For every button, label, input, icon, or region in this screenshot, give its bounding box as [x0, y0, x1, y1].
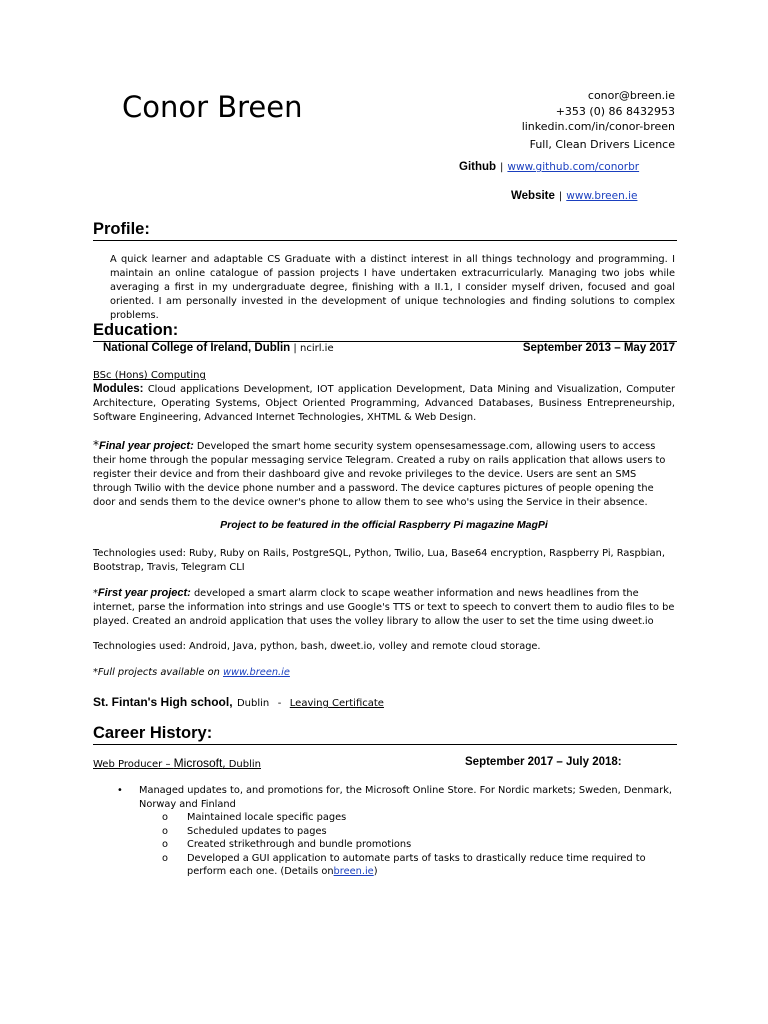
full-projects-note [93, 666, 675, 680]
school-name: St. Fintan's High school, [93, 695, 233, 709]
full-projects-text: *Full projects available on [93, 667, 220, 678]
school-cert: Leaving Certificate [289, 698, 384, 709]
first-year-project [93, 586, 675, 629]
college-name: National College of Ireland, Dublin [103, 342, 291, 354]
github-link[interactable]: www.github.com/conorbr [507, 161, 640, 173]
job-title-row [93, 756, 261, 770]
fy1-text: developed a smart alarm clock to scape weather information and news headlines from the internet, parse the information into strings and use Google's TTS or text to speech to convert them to audio files to be played. Created an android application that uses the volley library to allow the user to set the time using dweet.io [93, 588, 675, 627]
school-row [93, 693, 384, 711]
college-site: ncirl.ie [300, 343, 334, 354]
fy1-marker: * [93, 588, 98, 599]
candidate-name: Conor Breen [122, 90, 303, 124]
career-heading: Career History: [93, 724, 213, 742]
full-projects-link[interactable]: www.breen.ie [223, 667, 290, 678]
job-details [117, 784, 673, 879]
job-dates: September 2017 – July 2018: [465, 756, 622, 768]
website-link[interactable]: www.breen.ie [566, 190, 638, 202]
list-item: o Scheduled updates to pages [162, 825, 673, 839]
linkedin[interactable]: linkedin.com/in/conor-breen [521, 120, 675, 133]
college-row [103, 342, 334, 354]
modules-text: Cloud applications Development, IOT application Development, Data Mining and Visualization, Computer Architecture, Operating Systems, Object Oriented Programming, Advanced Databases, Business Entrepreneurship, Software Engineering, Advanced Internet Technologies, XHTML & Web Design. [93, 384, 675, 423]
fy1-label: First year project: [97, 587, 191, 599]
profile-text: A quick learner and adaptable CS Graduate with a distinct interest in all things technology and programming. I maintain an online catalogue of passion projects I have undertaken extracurricularly. Managing two jobs while averaging a first in my undergraduate degree, finishing with a II.1, I consider myself driven, focused and goal oriented. I am personally invested in the development of unique technologies and finding solutions to complex problems. [110, 254, 675, 321]
modules-block [93, 382, 675, 425]
list-item: o Maintained locale specific pages [162, 811, 673, 825]
website-row [511, 190, 637, 202]
job-role: Web Producer – [93, 759, 171, 770]
profile-heading: Profile: [93, 220, 150, 238]
technologies-2: Technologies used: Android, Java, python, bash, dweet.io, volley and remote cloud storage. [93, 641, 541, 652]
licence: Full, Clean Drivers Licence [529, 137, 675, 151]
profile-divider [93, 240, 677, 241]
fyp-text: Developed the smart home security system opensesamessage.com, allowing users to access their home through the popular messaging service Telegram. Created a ruby on rails application that allows users to register their device and from their dashboard give and revoke privileges to the device. Users are sent an SMS through Twilio with the device phone number and a password. The device captures pictures of people opening the door and sends them to the device owner's phone to allow them to see who's using the Service in their absence. [93, 441, 666, 508]
career-divider [93, 744, 677, 745]
final-year-project [93, 438, 675, 510]
github-label: Github [459, 161, 497, 173]
fyp-marker: * [93, 438, 99, 452]
fyp-label: Final year project: [99, 440, 194, 452]
featured-note [93, 519, 675, 531]
github-row [459, 161, 639, 173]
list-item-gui [162, 852, 673, 879]
website-sep: | [558, 191, 563, 202]
website-label: Website [511, 190, 555, 202]
job-bullet: • Managed updates to, and promotions for, the Microsoft Online Store. For Nordic markets; Sweden, Denmark, Norway and Finland [117, 784, 673, 811]
list-item: o Created strikethrough and bundle promotions [162, 838, 673, 852]
school-city: Dublin [236, 698, 270, 709]
contact-block [522, 88, 675, 152]
education-heading: Education: [93, 321, 179, 339]
education-dates: September 2013 – May 2017 [522, 342, 675, 354]
technologies-1: Technologies used: Ruby, Ruby on Rails, PostgreSQL, Python, Twilio, Lua, Base64 encryption, Raspberry Pi, Raspbian, Bootstrap, Travis, Telegram CLI [93, 548, 665, 573]
email[interactable]: conor@breen.ie [587, 89, 675, 102]
featured-text: Project to be featured in the official Raspberry Pi magazine MagPi [220, 519, 548, 531]
github-sep: | [500, 162, 504, 173]
phone: +353 (0) 86 8432953 [555, 104, 675, 118]
gui-text: Developed a GUI application to automate parts of tasks to drastically reduce time required to perform each one. (Details on [187, 852, 646, 877]
degree-title: BSc (Hons) Computing [93, 370, 206, 381]
job-company: Microsoft [173, 756, 223, 770]
gui-link[interactable]: breen.ie [333, 866, 374, 877]
college-sep: | [293, 343, 297, 354]
job-subitems [162, 811, 673, 879]
job-city: , Dublin [222, 759, 261, 770]
gui-close: ) [373, 866, 378, 877]
school-dash: - [277, 698, 282, 709]
modules-label: Modules: [93, 383, 144, 395]
